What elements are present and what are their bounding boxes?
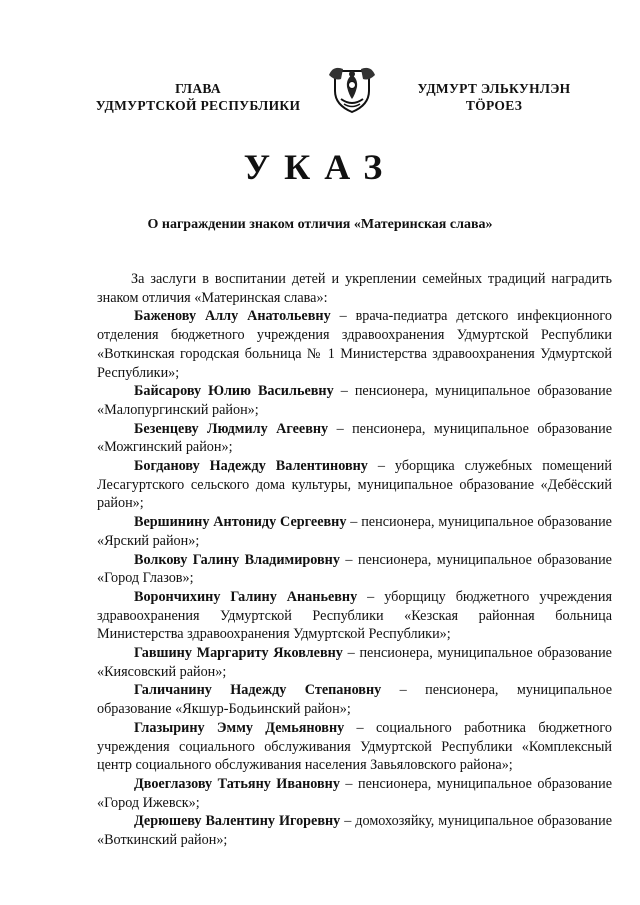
recipient-details: – врача-педиатра детского инфекционного отделения бюджетного учреждения здравоохранения Удмуртской Республики «Воткинская городская больница № 1 Министерства здравоохранения Удмуртской Республики»; <box>97 308 612 381</box>
award-entry <box>97 644 612 681</box>
recipient-details: – пенсионера, муниципальное образование «Можгинский район»; <box>97 420 612 456</box>
recipient-details: – уборщика служебных помещений Лесагуртского сельского дома культуры, муниципальное образование «Дебёсский район»; <box>97 458 612 512</box>
document-subtitle: О награждении знаком отличия «Материнская слава» <box>147 217 493 232</box>
recipient-details: – пенсионера, муниципальное образование «Город Ижевск»; <box>97 775 612 811</box>
award-entry <box>97 513 612 550</box>
recipient-name: Ворончихину Галину Ананьевну <box>134 588 358 605</box>
award-entry <box>97 812 612 849</box>
recipient-name: Галичанину Надежду Степановну <box>134 682 382 699</box>
decree-body <box>97 270 612 850</box>
recipient-name: Двоеглазову Татьяну Ивановну <box>134 775 340 792</box>
recipient-details: – социального работника бюджетного учреждения социального обслуживания Удмуртской Республики «Комплексный центр социального обслуживания населения Завьяловского района»; <box>97 719 612 774</box>
recipient-name: Дерюшеву Валентину Игоревну <box>134 813 341 830</box>
recipient-details: – пенсионера, муниципальное образование «Малопургинский район»; <box>97 383 612 418</box>
header-left <box>78 80 318 114</box>
recipient-details: – пенсионера, муниципальное образование «Город Глазов»; <box>97 551 612 587</box>
intro-paragraph: За заслуги в воспитании детей и укреплении семейных традиций наградить знаком отличия «Материнская слава»: <box>97 271 612 306</box>
award-entry <box>97 588 612 644</box>
award-entry <box>97 681 612 718</box>
header-left-line2: УДМУРТСКОЙ РЕСПУБЛИКИ <box>95 98 301 113</box>
recipient-details: – пенсионера, муниципальное образование «Ярский район»; <box>97 514 612 549</box>
award-entry <box>97 457 612 513</box>
header-right <box>388 80 600 114</box>
recipient-name: Богданову Надежду Валентиновну <box>134 458 368 475</box>
header-left-line1: ГЛАВА <box>175 81 221 96</box>
award-entry <box>97 551 612 588</box>
recipient-name: Гавшину Маргариту Яковлевну <box>134 645 343 662</box>
recipient-name: Баженову Аллу Анатольевну <box>134 308 331 325</box>
award-entry <box>97 420 612 457</box>
award-entry <box>97 307 612 382</box>
recipient-name: Волкову Галину Владимировну <box>134 551 340 568</box>
recipient-details: – домохозяйку, муниципальное образование «Воткинский район»; <box>97 813 612 849</box>
recipient-details: – пенсионера, муниципальное образование «Киясовский район»; <box>97 645 612 680</box>
coat-of-arms-icon <box>327 61 377 115</box>
award-entry <box>97 775 612 812</box>
header-right-line1: УДМУРТ ЭЛЬКУНЛЭН <box>417 81 571 96</box>
recipient-name: Вершинину Антониду Сергеевну <box>134 514 347 531</box>
document-title: УКАЗ <box>243 147 397 187</box>
recipient-details: – уборщицу бюджетного учреждения здравоохранения Удмуртской Республики «Кезская районная больница Министерства здравоохранения Удмуртской Республики»; <box>97 588 612 643</box>
recipient-name: Байсарову Юлию Васильевну <box>134 383 334 400</box>
award-entry <box>97 719 612 775</box>
header-right-line2: ТӦРОЕЗ <box>465 98 523 113</box>
award-entry <box>97 382 612 419</box>
recipient-name: Глазырину Эмму Демьяновну <box>134 719 345 736</box>
recipient-details: – пенсионера, муниципальное образование «Якшур-Бодьинский район»; <box>97 682 612 718</box>
recipient-name: Безенцеву Людмилу Агеевну <box>134 420 329 437</box>
